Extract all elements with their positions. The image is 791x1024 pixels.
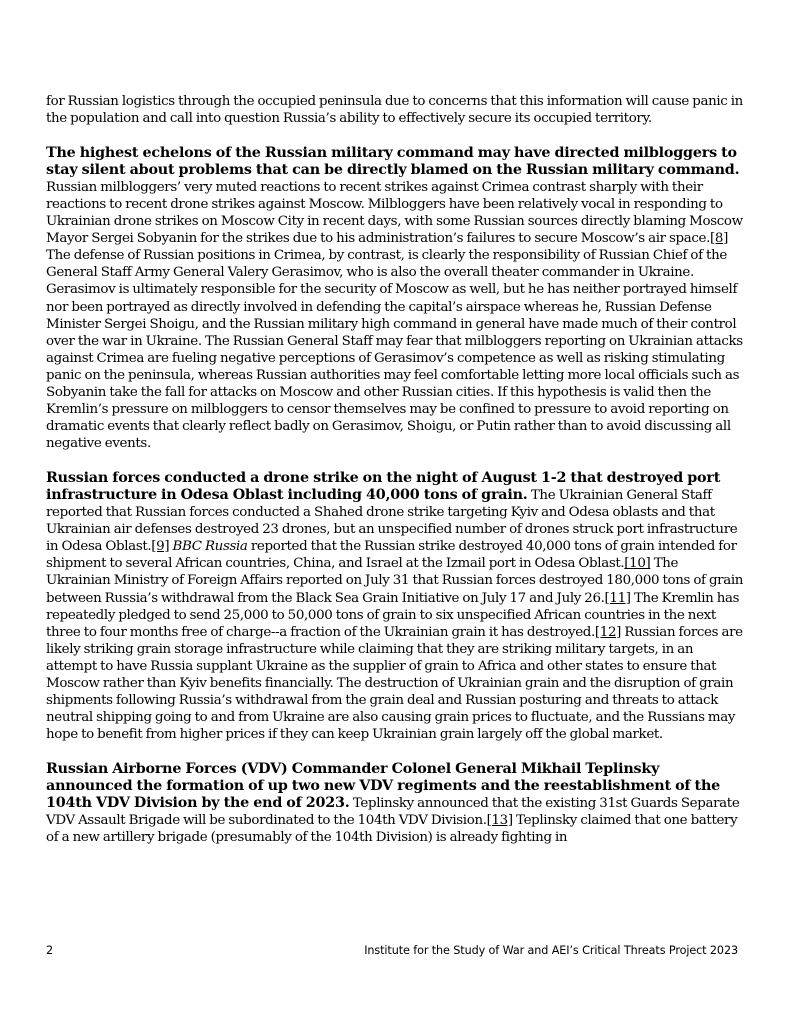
body-text: for Russian logistics through the occupied peninsula due to concerns that this information will cause panic in the population and call into question Russia’s ability to effectively secure its occupied territory. <box>46 94 743 127</box>
document-body <box>46 93 745 864</box>
body-text: Teplinsky announced that the existing 31st Guards Separate VDV Assault Brigade will be subordinated to the 104th VDV Division. <box>46 796 740 829</box>
source-name: BBC Russia <box>172 539 248 555</box>
body-text: The Kremlin has repeatedly pledged to send 25,000 to 50,000 tons of grain to six unspecified African countries in the next three to four months free of charge--a fraction of the Ukrainian grain it has destroyed. <box>46 590 740 640</box>
paragraph-continuation <box>46 93 745 127</box>
footnote-link[interactable]: [10] <box>624 556 651 572</box>
page-number: 2 <box>46 944 54 957</box>
lead-sentence: Russian forces conducted a drone strike on the night of August 1-2 that destroyed port infrastructure in Odesa Oblast including 40,000 tons of grain. <box>46 469 721 503</box>
footnote-link[interactable]: [8] <box>710 231 728 247</box>
footnote-link[interactable]: [9] <box>151 539 170 555</box>
paragraph-odesa-grain-strike <box>46 470 745 744</box>
footnote-link[interactable]: [13] <box>486 813 513 829</box>
footnote-link[interactable]: [12] <box>594 624 622 640</box>
body-text: The Ukrainian Ministry of Foreign Affairs reported on July 31 that Russian forces destroyed 180,000 tons of grain between Russia’s withdrawal from the Black Sea Grain Initiative on July 17 and July 26. <box>46 556 744 606</box>
footer-organization: Institute for the Study of War and AEI’s Critical Threats Project 2023 <box>364 944 738 957</box>
body-text: reported that the Russian strike destroyed 40,000 tons of grain intended for shipment to several African countries, China, and Israel at the Izmail port in Odesa Oblast. <box>46 539 737 572</box>
paragraph-milbloggers-silence <box>46 145 745 453</box>
body-text: Russian forces are likely striking grain storage infrastructure while claiming that they are striking military targets, in an attempt to have Russia supplant Ukraine as the supplier of grain to Africa and other states to ensure that Moscow rather than Kyiv benefits financially. The destruction of Ukrainian grain and the disruption of grain shipments following Russia’s withdrawal from the grain deal and Russian posturing and threats to attack neutral shipping going to and from Ukraine are also causing grain prices to fluctuate, and the Russians may hope to benefit from higher prices if they can keep Ukrainian grain largely off the global market. <box>46 624 743 743</box>
body-text: Russian milbloggers’ very muted reactions to recent strikes against Crimea contrast sharply with their reactions to recent drone strikes against Moscow. Milbloggers have been relatively vocal in responding to Ukrainian drone strikes on Moscow City in recent days, with some Russian sources directly blaming Moscow Mayor Sergei Sobyanin for the strikes due to his administration’s failures to secure Moscow’s air space. <box>46 179 743 247</box>
lead-sentence: The highest echelons of the Russian military command may have directed milbloggers to stay silent about problems that can be directly blamed on the Russian military command. <box>46 144 740 178</box>
footnote-link[interactable]: [11] <box>604 590 631 606</box>
body-text: The defense of Russian positions in Crimea, by contrast, is clearly the responsibility of Russian Chief of the General Staff Army General Valery Gerasimov, who is also the overall theater commander in Ukraine. Gerasimov is ultimately responsible for the security of Moscow as well, but he has neither portrayed himself nor been portrayed as directly involved in defending the capital’s airspace whereas he, Russian Defense Minister Sergei Shoigu, and the Russian military high command in general have made much of their control over the war in Ukraine. The Russian General Staff may fear that milbloggers reporting on Ukrainian attacks against Crimea are fueling negative perceptions of Gerasimov’s competence as well as risking stimulating panic on the peninsula, whereas Russian authorities may feel comfortable letting more local officials such as Sobyanin take the fall for attacks on Moscow and other Russian cities. If this hypothesis is valid then the Kremlin’s pressure on milbloggers to censor themselves may be confined to pressure to avoid reporting on dramatic events that clearly reflect badly on Gerasimov, Shoigu, or Putin rather than to avoid discussing all negative events. <box>46 248 743 452</box>
paragraph-vdv-formation <box>46 761 745 846</box>
body-text: The Ukrainian General Staff reported that Russian forces conducted a Shahed drone strike targeting Kyiv and Odesa oblasts and that Ukrainian air defenses destroyed 23 drones, but an unspecified number of drones struck port infrastructure in Odesa Oblast. <box>46 487 738 555</box>
body-text: Teplinsky claimed that one battery of a new artillery brigade (presumably of the 104th Division) is already fighting in <box>46 813 738 846</box>
lead-sentence: Russian Airborne Forces (VDV) Commander Colonel General Mikhail Teplinsky announced the formation of up two new VDV regiments and the reestablishment of the 104th VDV Division by the end of 2023. <box>46 760 721 812</box>
